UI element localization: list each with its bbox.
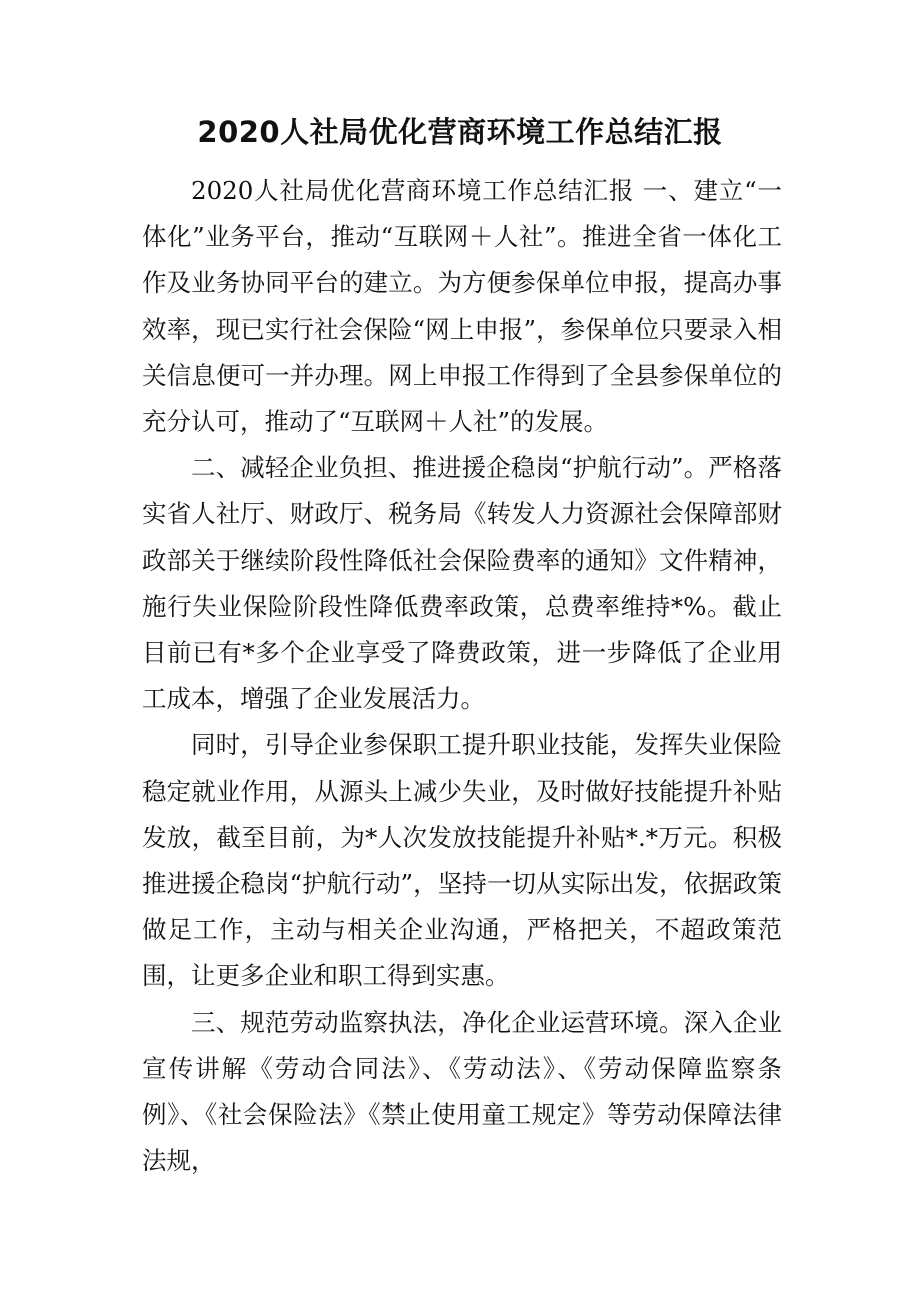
document-title: 2020人社局优化营商环境工作总结汇报 [197, 115, 723, 149]
paragraph-1: 2020人社局优化营商环境工作总结汇报 一、建立“一体化”业务平台，推动“互联网＋人社”。推进全省一体化工作及业务协同平台的建立。为方便参保单位申报，提高办事效率，现已实行社会保险“网上申报”，参保单位只要录入相关信息便可一并办理。网上申报工作得到了全县参保单位的充分认可，推动了“互联网＋人社”的发展。 [142, 176, 782, 437]
document-body [142, 168, 782, 1184]
paragraph-4: 三、规范劳动监察执法，净化企业运营环境。深入企业宣传讲解《劳动合同法》、《劳动法》、《劳动保障监察条例》、《社会保险法》《禁止使用童工规定》等劳动保障法律法规， [142, 1007, 782, 1176]
paragraph-3: 同时，引导企业参保职工提升职业技能，发挥失业保险稳定就业作用，从源头上减少失业，及时做好技能提升补贴发放，截至目前，为*人次发放技能提升补贴*.*万元。积极推进援企稳岗“护航行动”，坚持一切从实际出发，依据政策做足工作，主动与相关企业沟通，严格把关，不超政策范围，让更多企业和职工得到实惠。 [142, 730, 782, 991]
paragraph-2: 二、减轻企业负担、推进援企稳岗“护航行动”。严格落实省人社厅、财政厅、税务局《转发人力资源社会保障部财政部关于继续阶段性降低社会保险费率的通知》文件精神，施行失业保险阶段性降低费率政策，总费率维持*%。截止目前已有*多个企业享受了降费政策，进一步降低了企业用工成本，增强了企业发展活力。 [142, 453, 782, 714]
